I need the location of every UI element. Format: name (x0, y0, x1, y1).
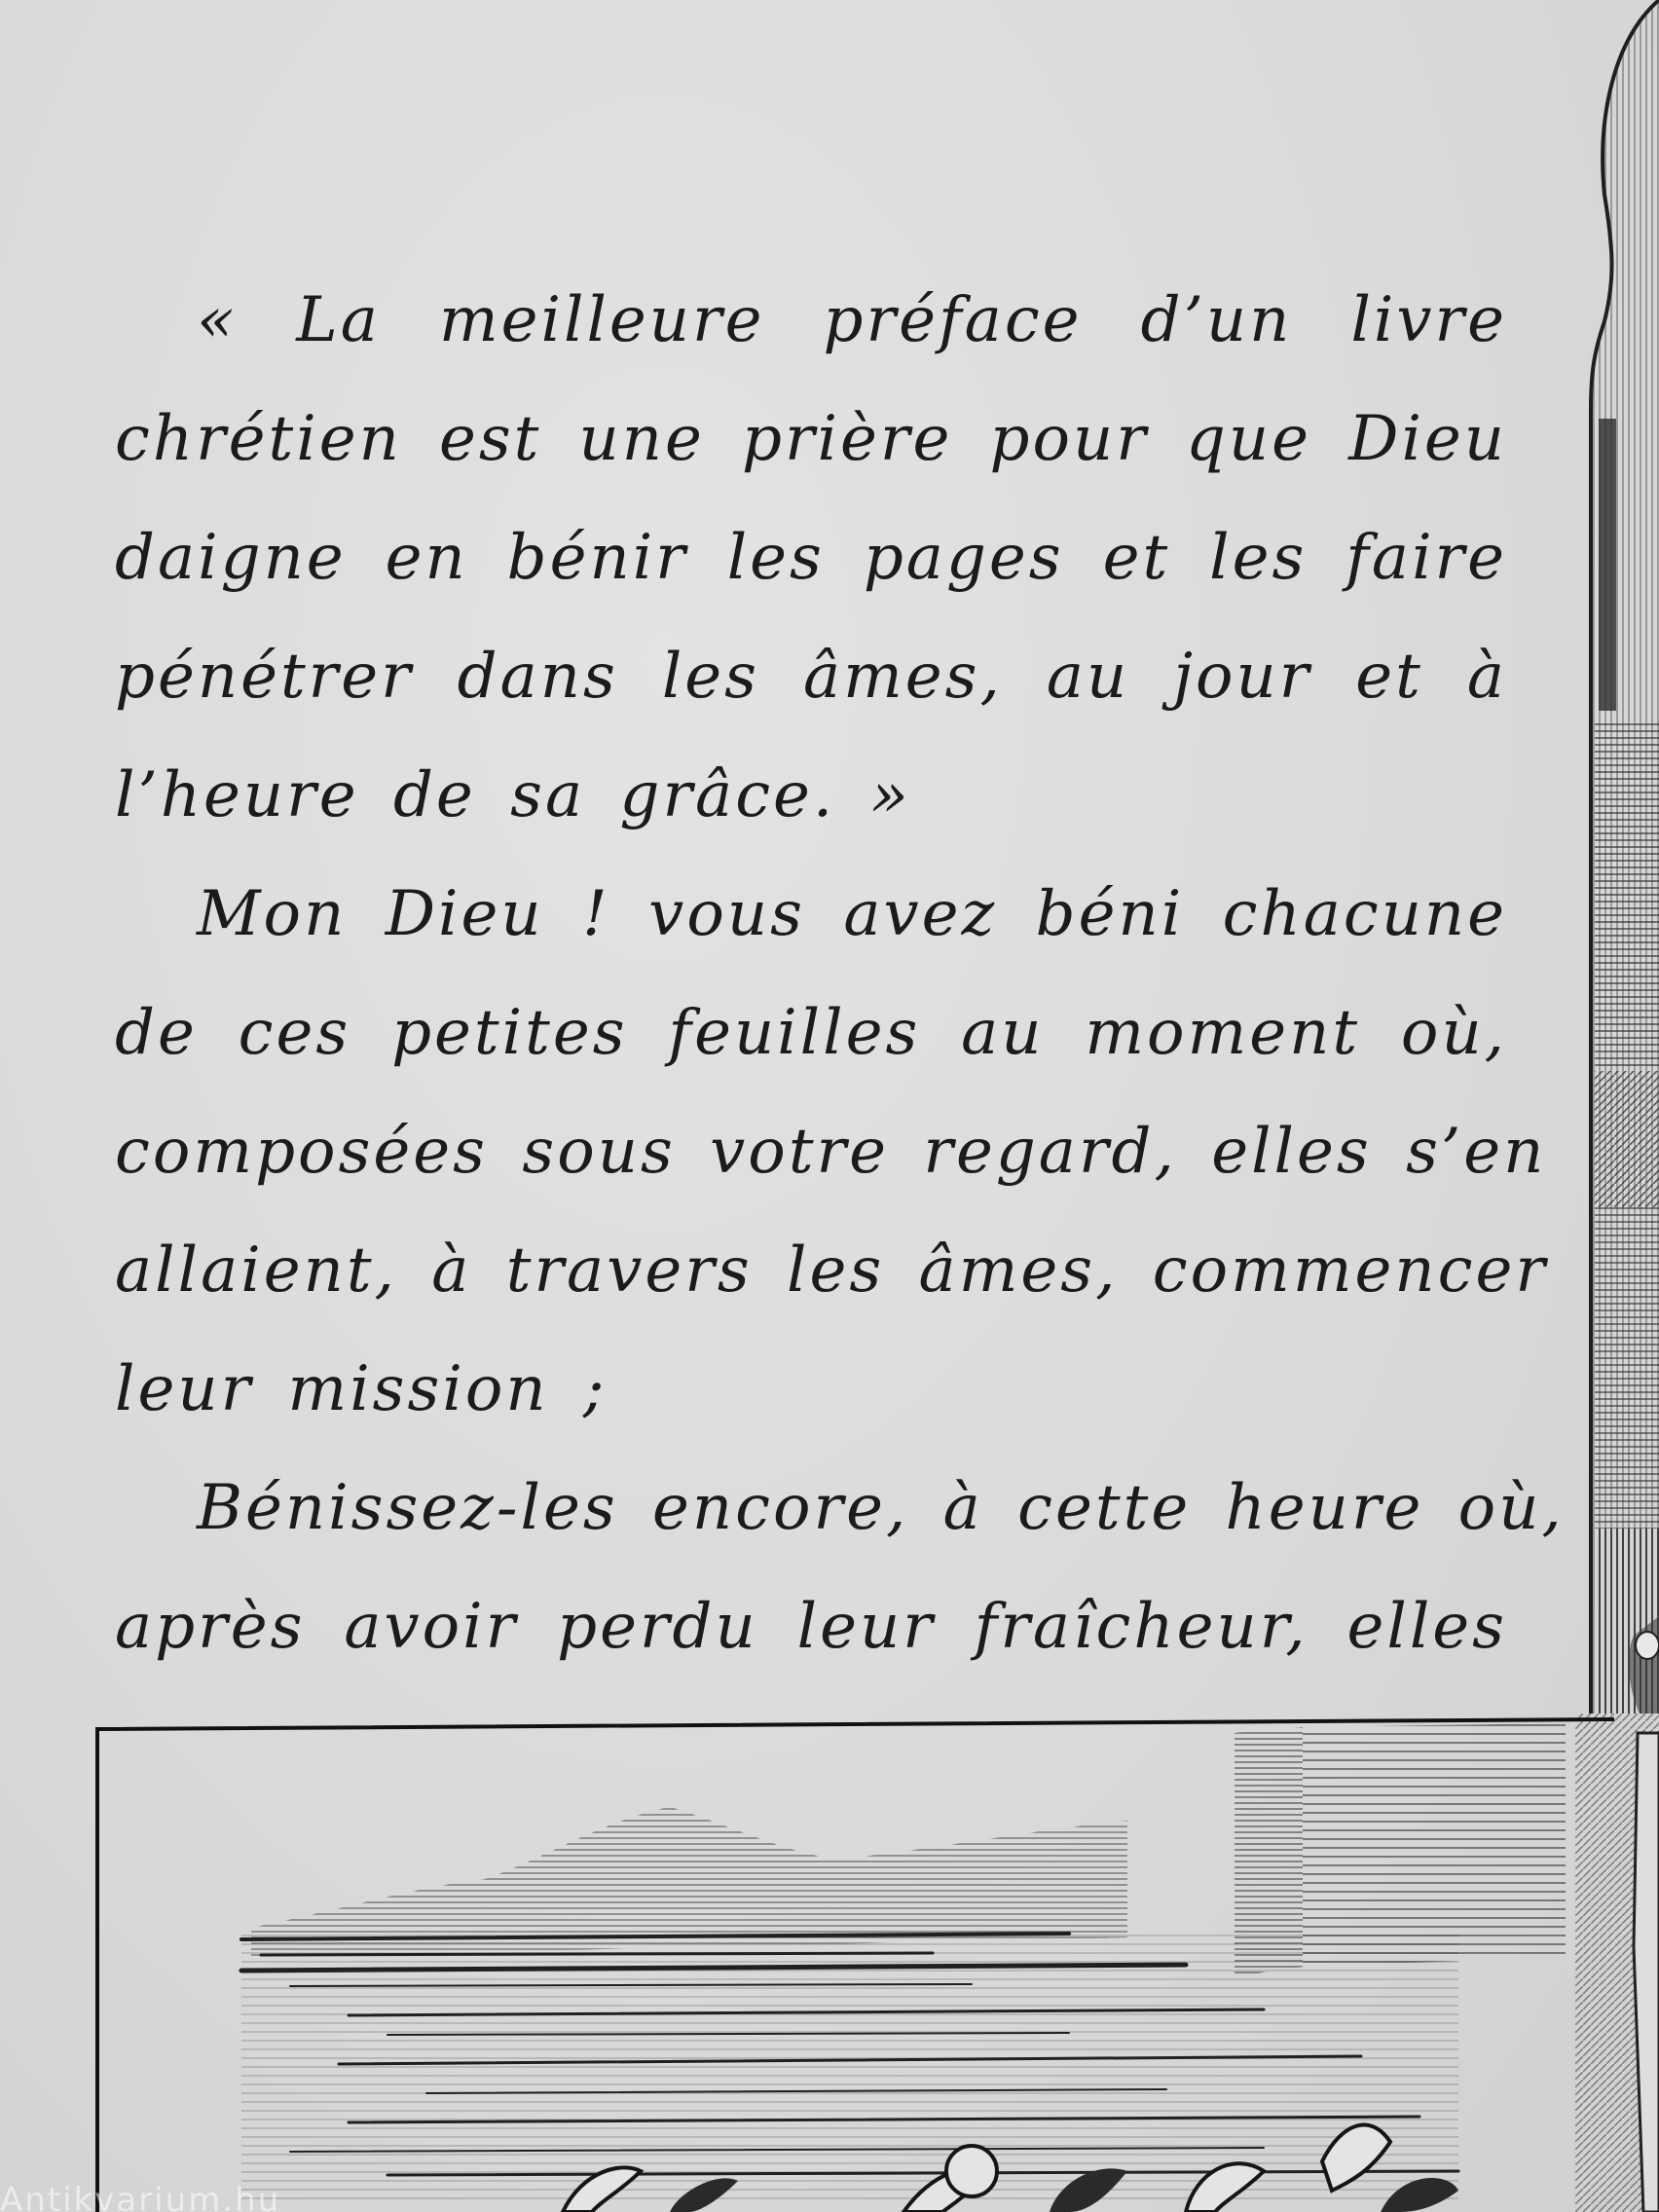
watermark: Antikvarium.hu (0, 2181, 281, 2212)
text-line: Mon Dieu ! vous avez béni chacune (197, 878, 1507, 950)
text-line: leur mission ; (115, 1353, 608, 1425)
engraved-landscape-illustration (95, 1714, 1659, 2212)
text-line: Bénissez-les encore, à cette heure où, (197, 1472, 1565, 1544)
paragraph-1 (115, 261, 1507, 855)
text-line: chrétien est une prière pour que Dieu (115, 403, 1507, 475)
text-line: pénétrer dans les âmes, au jour et à (115, 641, 1507, 713)
text-line: « La meilleure préface d’un livre (197, 284, 1507, 356)
prayer-text (115, 261, 1565, 1686)
text-line: l’heure de sa grâce. » (115, 759, 911, 831)
paragraph-3 (115, 1449, 1565, 1686)
text-line: daigne en bénir les pages et les faire (115, 522, 1507, 594)
text-line: composées sous votre regard, elles s’en (115, 1116, 1547, 1188)
text-line: allaient, à travers les âmes, commencer (115, 1235, 1548, 1307)
text-line: de ces petites feuilles au moment où, (115, 997, 1507, 1069)
text-line: après avoir perdu leur fraîcheur, elles (115, 1591, 1507, 1663)
paragraph-2 (115, 855, 1548, 1449)
